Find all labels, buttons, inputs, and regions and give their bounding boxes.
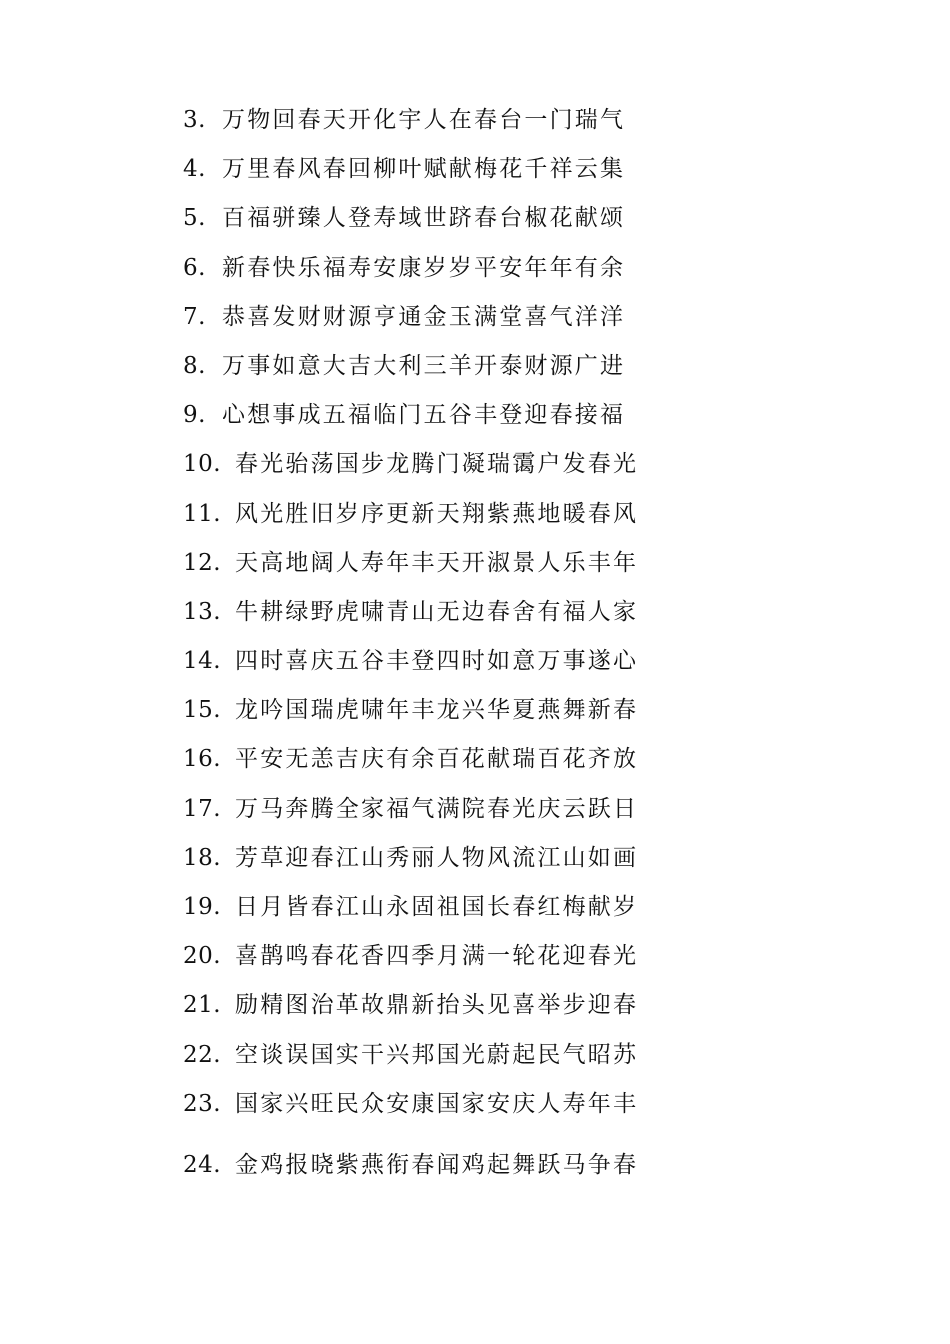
- item-text: 励精图治革故鼎新抬头见喜举步迎春: [235, 992, 639, 1019]
- item-text: 国家兴旺民众安康国家安庆人寿年丰: [235, 1090, 639, 1117]
- list-item: [183, 244, 638, 293]
- item-text: 万事如意大吉大利三羊开泰财源广进: [222, 352, 626, 379]
- greeting-list: [183, 96, 638, 1190]
- item-number: 8.: [183, 352, 206, 379]
- item-text: 万马奔腾全家福气满院春光庆云跃日: [235, 795, 639, 822]
- list-item: [183, 490, 638, 539]
- item-text: 万里春风春回柳叶赋献梅花千祥云集: [222, 156, 626, 183]
- item-number: 6.: [183, 254, 206, 281]
- item-text: 牛耕绿野虎啸青山无边春舍有福人家: [235, 598, 639, 625]
- item-text: 平安无恙吉庆有余百花献瑞百花齐放: [235, 746, 639, 773]
- item-number: 5.: [183, 205, 206, 232]
- item-number: 19.: [183, 894, 222, 920]
- item-number: 15.: [183, 697, 222, 724]
- item-number: 21.: [183, 992, 222, 1019]
- list-item: [183, 1031, 638, 1080]
- item-number: 4.: [183, 156, 206, 183]
- item-number: 7.: [183, 303, 206, 330]
- item-text: 空谈误国实干兴邦国光蔚起民气昭苏: [235, 1041, 639, 1068]
- list-item: [183, 539, 638, 588]
- item-text: 风光胜旧岁序更新天翔紫燕地暖春风: [235, 500, 639, 527]
- item-number: 12.: [183, 549, 222, 576]
- list-item: [183, 834, 638, 883]
- item-text: 龙吟国瑞虎啸年丰龙兴华夏燕舞新春: [235, 697, 639, 724]
- list-item: [183, 686, 638, 735]
- list-item: [183, 883, 638, 932]
- item-number: 3.: [183, 107, 206, 133]
- list-item: [183, 342, 638, 391]
- item-text: 金鸡报晓紫燕衔春闻鸡起舞跃马争春: [235, 1151, 639, 1178]
- item-text: 恭喜发财财源亨通金玉满堂喜气洋洋: [222, 303, 626, 330]
- list-item: [183, 637, 638, 686]
- list-item: [183, 1141, 638, 1190]
- list-item: [183, 981, 638, 1030]
- item-text: 芳草迎春江山秀丽人物风流江山如画: [235, 844, 639, 871]
- item-text: 百福骈臻人登寿域世跻春台椒花献颂: [222, 205, 626, 232]
- list-item: [183, 932, 638, 981]
- item-number: 14.: [183, 648, 222, 675]
- list-item: [183, 391, 638, 440]
- item-number: 9.: [183, 402, 206, 429]
- item-text: 四时喜庆五谷丰登四时如意万事遂心: [235, 648, 639, 675]
- item-number: 18.: [183, 844, 222, 871]
- item-number: 16.: [183, 746, 222, 773]
- list-item: [183, 588, 638, 637]
- list-item: [183, 1080, 638, 1129]
- item-number: 11.: [183, 500, 222, 527]
- item-number: 13.: [183, 598, 222, 625]
- item-text: 天高地阔人寿年丰天开淑景人乐丰年: [235, 549, 639, 576]
- item-number: 17.: [183, 795, 222, 822]
- item-text: 喜鹊鸣春花香四季月满一轮花迎春光: [235, 943, 639, 970]
- list-item: [183, 440, 638, 489]
- item-number: 10.: [183, 451, 222, 478]
- item-text: 新春快乐福寿安康岁岁平安年年有余: [222, 254, 626, 281]
- item-text: 日月皆春江山永固祖国长春红梅献岁: [235, 894, 639, 920]
- list-item: [183, 735, 638, 784]
- item-text: 心想事成五福临门五谷丰登迎春接福: [222, 402, 626, 429]
- list-item: [183, 785, 638, 834]
- item-number: 22.: [183, 1041, 222, 1068]
- list-item: [183, 194, 638, 243]
- list-item: [183, 145, 638, 194]
- list-item: [183, 293, 638, 342]
- list-item: [183, 96, 638, 145]
- item-number: 24.: [183, 1151, 222, 1178]
- item-number: 20.: [183, 943, 222, 970]
- item-number: 23.: [183, 1090, 222, 1117]
- item-text: 春光骀荡国步龙腾门凝瑞霭户发春光: [235, 451, 639, 478]
- item-text: 万物回春天开化宇人在春台一门瑞气: [222, 107, 626, 133]
